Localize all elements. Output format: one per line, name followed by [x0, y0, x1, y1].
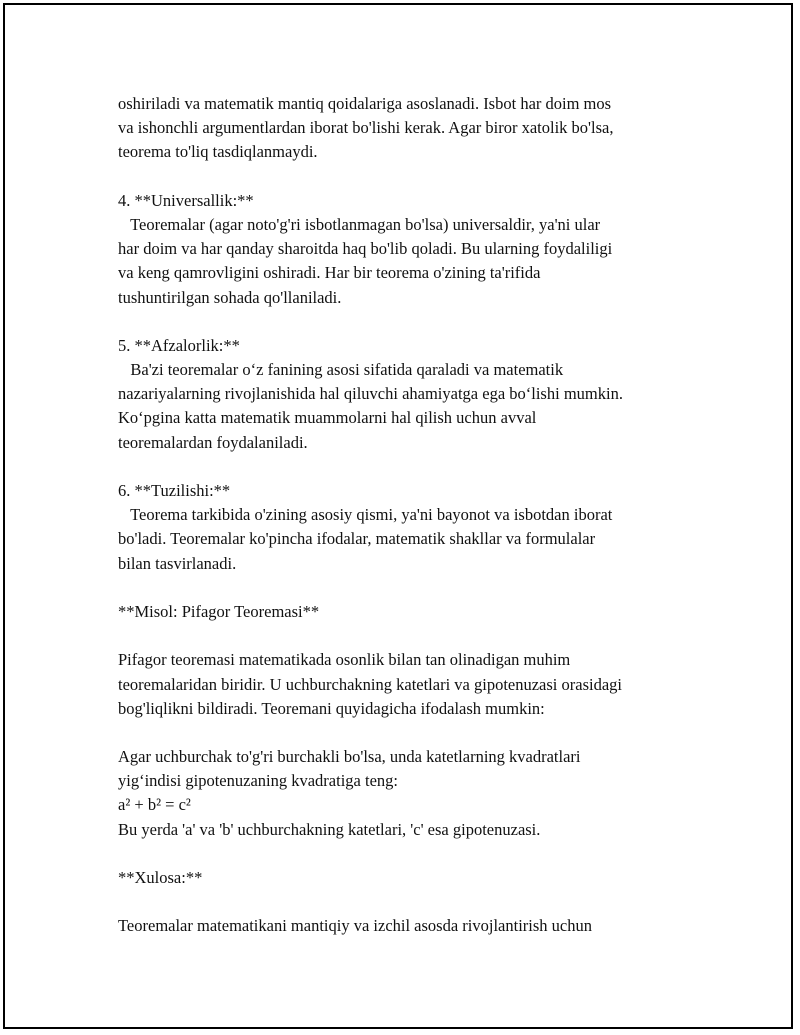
paragraph-pythagoras-statement: [118, 745, 718, 842]
text-line: oshiriladi va matematik mantiq qoidalariga asoslanadi. Isbot har doim mos: [118, 94, 612, 113]
section-heading: 5. **Afzalorlik:**: [118, 335, 240, 355]
paragraph-gap: [118, 842, 718, 866]
section-heading: 6. **Tuzilishi:**: [118, 481, 231, 500]
text-line: Bu yerda 'a' va 'b' uchburchakning katetlari, 'c' esa gipotenuzasi.: [118, 819, 541, 839]
paragraph-gap: [118, 455, 718, 479]
text-line: bilan tasvirlanadi.: [118, 553, 237, 573]
text-line: tushuntirilgan sohada qo'llaniladi.: [118, 287, 342, 307]
paragraph-gap: [118, 624, 718, 648]
text-line: Teorema tarkibida o'zining asosiy qismi, ya'ni bayonot va isbotdan iborat: [118, 505, 613, 525]
text-line: teorema to'liq tasdiqlanmaydi.: [118, 142, 318, 162]
paragraph-conclusion-heading: [118, 866, 718, 890]
text-line: Teoremalar matematikani mantiqiy va izchil asosda rivojlantirish uchun: [118, 916, 592, 936]
section-heading: **Xulosa:**: [118, 868, 203, 887]
paragraph-gap: [118, 721, 718, 745]
text-line: va keng qamrovligini oshiradi. Har bir teorema o'zining ta'rifida: [118, 263, 541, 283]
paragraph-advantage: [118, 334, 718, 455]
paragraph-conclusion: [118, 914, 718, 938]
paragraph-structure: [118, 479, 718, 576]
text-line: Pifagor teoremasi matematikada osonlik bilan tan olinadigan muhim: [118, 650, 571, 670]
document-body: [118, 92, 718, 939]
paragraph-example-heading: [118, 600, 718, 624]
text-line: Ba'zi teoremalar o‘z fanining asosi sifatida qaraladi va matematik: [118, 360, 564, 380]
text-line: Agar uchburchak to'g'ri burchakli bo'lsa, unda katetlarning kvadratlari: [118, 747, 581, 767]
paragraph-gap: [118, 576, 718, 600]
text-line: Ko‘pgina katta matematik muammolarni hal qilish uchun avval: [118, 408, 537, 428]
paragraph-proof-intro: [118, 92, 718, 165]
formula-line: a² + b² = c²: [118, 795, 191, 815]
text-line: yig‘indisi gipotenuzaning kvadratiga teng:: [118, 771, 398, 791]
text-line: bog'liqlikni bildiradi. Teoremani quyidagicha ifodalash mumkin:: [118, 698, 545, 718]
text-line: teoremalardan foydalaniladi.: [118, 432, 308, 452]
section-heading: 4. **Universallik:**: [118, 190, 254, 210]
section-heading: **Misol: Pifagor Teoremasi**: [118, 601, 320, 621]
paragraph-universality: [118, 189, 718, 310]
text-line: har doim va har qanday sharoitda haq bo'lib qoladi. Bu ularning foydaliligi: [118, 239, 613, 259]
text-line: va ishonchli argumentlardan iborat bo'lishi kerak. Agar biror xatolik bo'lsa,: [118, 118, 614, 138]
text-line: teoremalaridan biridir. U uchburchakning katetlari va gipotenuzasi orasidagi: [118, 674, 622, 694]
text-line: bo'ladi. Teoremalar ko'pincha ifodalar, matematik shakllar va formulalar: [118, 529, 596, 549]
text-line: Teoremalar (agar noto'g'ri isbotlanmagan bo'lsa) universaldir, ya'ni ular: [118, 214, 601, 234]
text-line: nazariyalarning rivojlanishida hal qiluvchi ahamiyatga ega bo‘lishi mumkin.: [118, 384, 623, 404]
paragraph-gap: [118, 890, 718, 914]
paragraph-gap: [118, 310, 718, 334]
paragraph-pythagoras-intro: [118, 648, 718, 721]
paragraph-gap: [118, 165, 718, 189]
